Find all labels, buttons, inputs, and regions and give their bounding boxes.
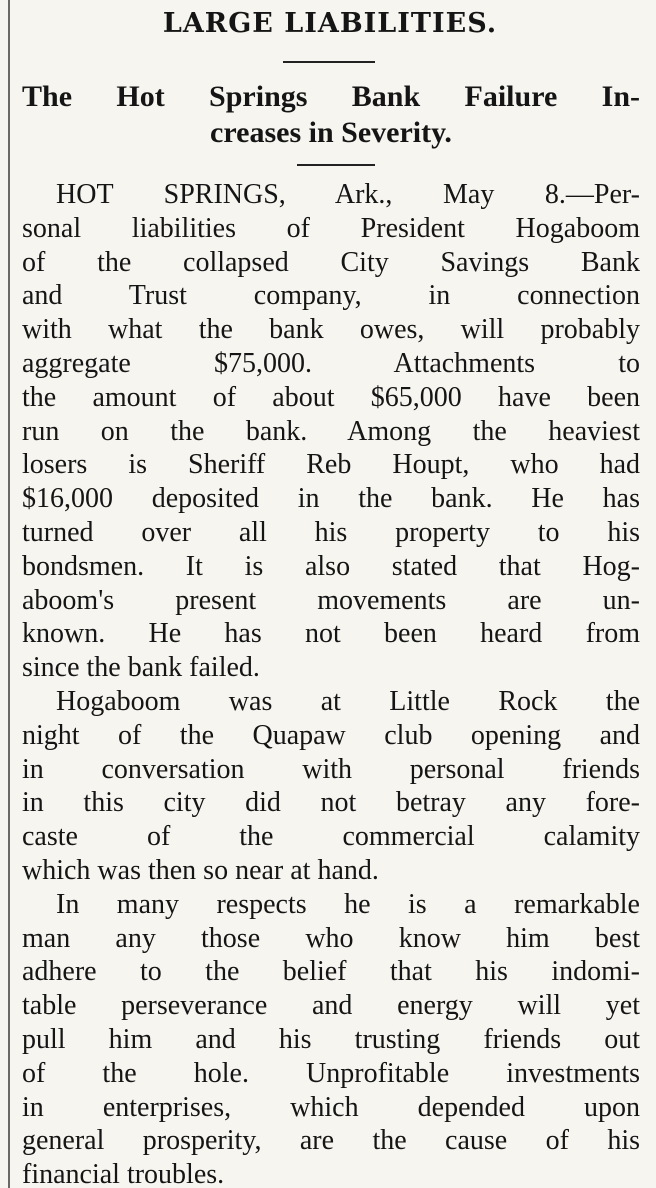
paragraph-first-line: HOT SPRINGS, Ark., May 8.—Per- [56,179,640,210]
paragraph-line: in conversation with personal friends [22,753,640,785]
paragraph-line: the amount of about $65,000 have been [22,381,640,413]
paragraph-line: adhere to the belief that his indomi- [22,956,640,988]
paragraph-line: man any those who know him best [22,922,640,954]
paragraph-line: aboom's present movements are un- [22,584,640,616]
paragraph-line: which was then so near at hand. [22,854,379,886]
paragraph-line: night of the Quapaw club opening and [22,719,640,751]
paragraph-line: in enterprises, which depended upon [22,1091,640,1123]
paragraph-line: aggregate $75,000. Attachments to [22,347,640,379]
paragraph-line: general prosperity, are the cause of his [22,1125,640,1157]
paragraph-line: table perseverance and energy will yet [22,990,640,1022]
paragraph-line: known. He has not been heard from [22,618,640,650]
headline: LARGE LIABILITIES. [162,8,498,39]
paragraph-line: turned over all his property to his [22,516,640,548]
paragraph-line: caste of the commercial calamity [22,821,640,853]
column-rule [8,0,10,1188]
paragraph-line: and Trust company, in connection [22,280,640,312]
paragraph-first-line: Hogaboom was at Little Rock the [56,685,640,717]
paragraph-line: financial troubles. [22,1159,225,1188]
article-body [22,178,640,1188]
paragraph-line: with what the bank owes, will probably [22,314,640,346]
subheadline-line: creases in Severity. [210,116,452,149]
subheadline [22,79,640,151]
subheadline-divider [297,164,375,166]
paragraph-line: since the bank failed. [22,652,260,684]
headline-divider [283,61,375,63]
paragraph-line: of the collapsed City Savings Bank [22,246,640,278]
subheadline-line: The Hot Springs Bank Failure In- [22,80,640,113]
paragraph-line: losers is Sheriff Reb Houpt, who had [22,449,640,481]
paragraph-line: bondsmen. It is also stated that Hog- [22,550,640,582]
paragraph-line: of the hole. Unprofitable investments [22,1057,640,1089]
paragraph-line: pull him and his trusting friends out [22,1023,640,1055]
paragraph-line: in this city did not betray any fore- [22,787,640,819]
paragraph-line: sonal liabilities of President Hogaboom [22,212,640,244]
paragraph-line: $16,000 deposited in the bank. He has [22,483,640,515]
paragraph-line: run on the bank. Among the heaviest [22,415,640,447]
paragraph-first-line: In many respects he is a remarkable [56,888,640,920]
